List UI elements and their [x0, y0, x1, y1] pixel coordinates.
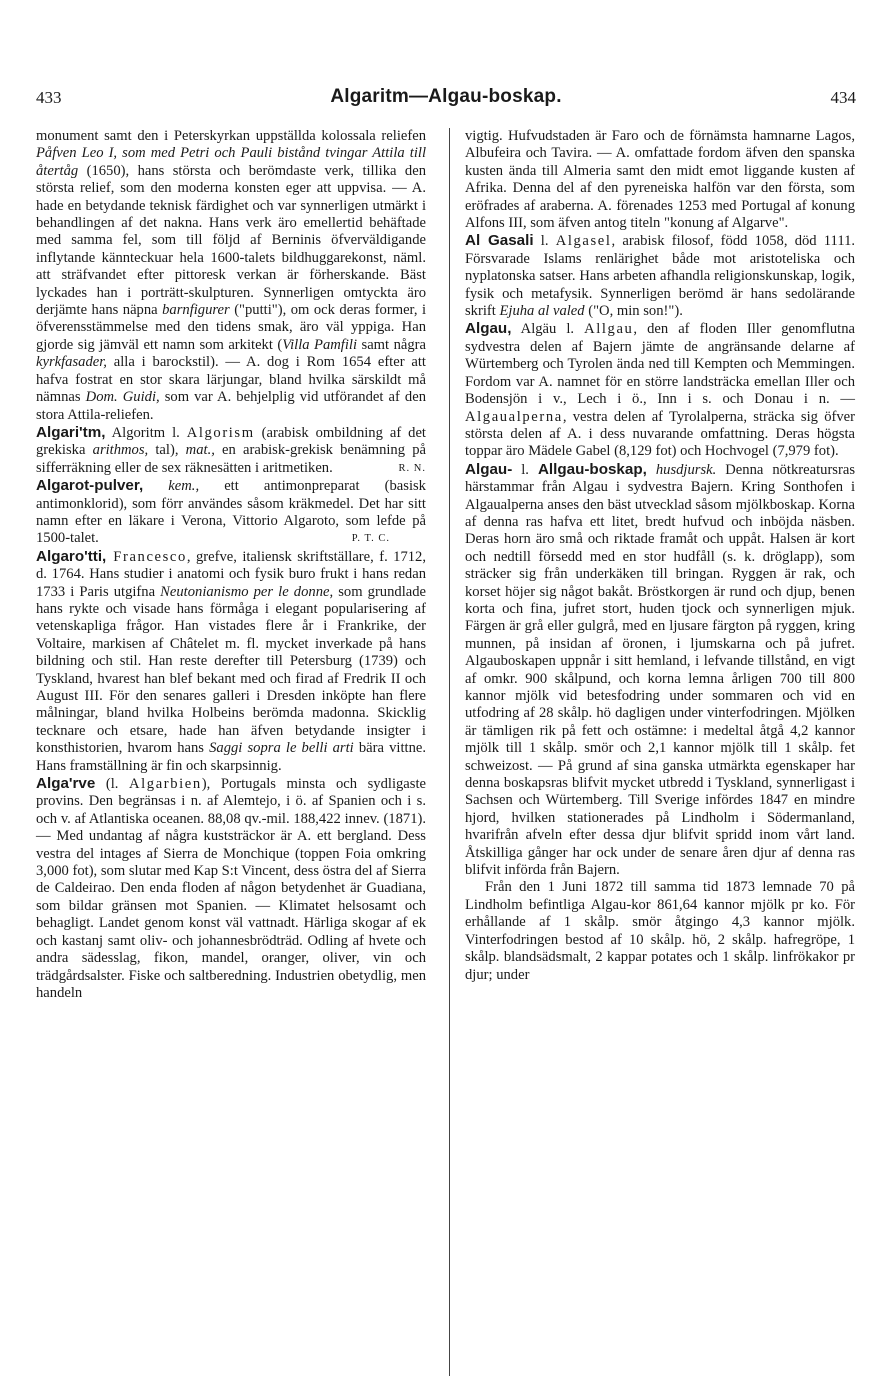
running-title: Algaritm—Algau-boskap. [330, 86, 562, 107]
page-header [36, 88, 856, 114]
author-signature: R. N. [398, 462, 426, 474]
entry-algarotti: Algaro'tti, Francesco, grefve, italiensk skriftställare, f. 1712, d. 1764. Hans studier i anatomi och fysik buro frukt i hans redan 1733 i Paris utgifna Neutonianismo per le donne, som grundlade hans rykte och visade hans förmåga i elegant popularisering af vetenskapliga frågor. Han vistades flere år i Frankrike, der Voltaire, markisen af Châtelet m. fl. mycket inverkade på hans bildning och stil. Han reste derefter till Petersburg (1739) och Tyskland, hvarest han blef bekant med och firad af Fredrik II och August III. För den senares galleri i Dresden inköpte han flere målningar, bland hvilka Holbeins berömda madonna. Skicklig tecknare och etsare, hade han äfven betydande insigter i konsthistorien, hvarom hans Saggi sopra le belli arti bära vittne. Hans framställning är fin och skarpsinnig. [36, 547, 427, 774]
entry-al-gasali: Al Gasali l. Algasel, arabisk filosof, född 1058, död 1111. Försvarade Islams renlärighet både mot aristoteliska och nyplatonska satser. Hans arbeten afhandla religionskunskap, logik, fysik och metafysik. Synnerligen berömd är hans sedolärande skrift Ejuha al valed ("O, min son!"). [465, 232, 856, 320]
headword: Algari'tm, [36, 423, 106, 441]
headword: Algau, [465, 320, 512, 338]
headword: Algaro'tti, [36, 547, 107, 565]
algarve-continuation: vigtig. Hufvudstaden är Faro och de förnämsta hamnarne Lagos, Albufeira och Tavira. — A. omfattade fordom äfven den spanska kusten ända till Almeria samt den midt emot liggande kusten af Afrika. Denna del af den pyreneiska halfön var den första, som eröfrades af araberna. A. förenades 1253 med Portugal af konung Alfons III, som äfven antog titeln "konung af Algarve". [465, 128, 855, 232]
entry-algarot-pulver: Algarot-pulver, kem., ett antimonpreparat (basisk antimonklorid), som förr användes såsom kräkmedel. Det har sitt namn efter en läkare i Verona, Vittorio Algaroto, som lefde på 1500-talet. P. T. C. [36, 477, 426, 547]
algardi-continuation: monument samt den i Peterskyrkan uppställda kolossala reliefen Påfven Leo I, som med Petri och Pauli bistånd tvingar Attila till återtåg (1650), hans största och berömdaste verk, tillika den största relief, som den moderna konsten eger att uppvisa. — A. hade en betydande teknisk färdighet och var synnerligen utmärkt i behandlingen af det nakna. Hans verk äro emellertid behäftade med samma fel, som till följd af Berninis öfverväldigande inflytande kännteckuar hela 1600-talets bildhuggarekonst, näml. att sträfvandet efter pittoresk verkan är förherskande. Bäst lyckades han i porträtt-skulpturen. Synnerligen omtyckta äro derjämte hans näpna barnfigurer ("putti"), om ock deras former, i öfverensstämmelse med den tidens smak, äro väl yppiga. Han gjorde sig jämväl ett namn som arkitekt (Villa Pamfili samt några kyrkfasader, alla i barockstil). — A. dog i Rom 1654 efter att hafva fostrat en stor skara lärjungar, bland hvilka särskildt må nämnas Dom. Guidi, som var A. behjelplig vid utförandet af den stora Attila-reliefen. [36, 128, 427, 423]
column-divider [449, 128, 450, 1376]
headword: Al Gasali [465, 232, 534, 250]
left-page-number: 433 [36, 88, 62, 107]
entry-algarve: Alga'rve (l. Algarbien), Portugals minsta och sydligaste provins. Den begränsas i n. af Alemtejo, i ö. af Spanien och i s. och v. af Atlantiska oceanen. 88,08 qv.-mil. 188,422 innev. (1871). — Med undantag af några kuststräckor är A. ett bergland. Dess vestra del intages af Sierra de Monchique (toppen Foia omkring 3,000 fot), som slutar med Kap S:t Vincent, dess östra del af Sierra de Caldeirao. Den enda floden af någon betydenhet är Guadiana, som bildar gränsen mot Spanien. — Klimatet helsosamt och behagligt. Landet genom konst väl vattnadt. Härliga skogar af ek och kastanj samt oliv- och johannesbrödträd. Odling af hvete och andra sädesslag, fikon, mandel, oranger, oliver, vin och trädgårdsalster. Fiske och saltberedning. Industrien obetydlig, men handeln [36, 775, 426, 1001]
right-column [465, 128, 855, 984]
entry-algau-boskap: Algau- l. Allgau-boskap, husdjursk. Denna nötkreatursras härstammar från Algau i sydvestra Bajern. Kring Sonthofen i Algaualperna anses den bäst utvecklad såsom mjölkboskap. Korna af denna ras hafva ett litet, bredt hufvud och inböjda näsben. Deras horn äro små och riktade framåt och uppåt. Halsen är kort och nedtill försedd med en stor hudfåll (s. k. dröglapp), som sträcker sig från underkäken till bringan. Ryggen är rak, och korset höjer sig något bakåt. Bröstkorgen är rund och djup, benen korta och fina, jufret stort, huden tjock och synnerligen mjuk. Färgen är grå eller gulgrå, med en ljusare färgton på ryggen, kring munnen, på insidan af öronen, i ljumskarna och på jufret. Algauboskapen uppnår i sitt hemland, i lefvande tillstånd, en vigt af omkr. 900 skålpund, och korna lemna årligen 700 till 800 kannor mjölk vid betesfodring under sommaren och vid en utfodring af 28 skålp. hö dagligen under vinterfodringen. Mjölken är tämligen rik på fett och ostämne: i medeltal åtgå 4,2 kannor mjölk till 1 skålp. smör och 2,1 kannor mjölk till 1 skålp. fet schweizost. — På grund af sina ganska utmärkta egenskaper har denna boskapsras blifvit mycket utbredd i Tyskland, synnerligast i Sachsen och Würtemberg. Till Sverige infördes 1847 en mindre hjord, hvilken stationerades på Lindholm i Södermanland, hvarifrån afveln efter dessa djur blifvit spridd inom vårt land. Åtskilliga gånger har ock under de senare åren djur af denna ras blifvit införda från Bajern. [465, 460, 856, 879]
headword: Algarot-pulver, [36, 477, 144, 495]
headword: Algau- [465, 460, 513, 478]
headword: Alga'rve [36, 775, 96, 793]
lindholm-paragraph: Från den 1 Juni 1872 till samma tid 1873 lemnade 70 på Lindholm befintliga Algau-kor 861,64 kannor mjölk pr ko. För erhållande af 1 skålp. smör åtgingo 4,3 kannor mjölk. Vinterfodringen bestod af 10 skålp. hö, 2 skålp. hafregröpe, 1 skålp. blandsädsmalt, 2 kappar potates och 1 skålp. linfrökakor pr djur; under [465, 879, 855, 983]
right-page-number: 434 [830, 88, 856, 107]
entry-algaritm: Algari'tm, Algoritm l. Algorism (arabisk ombildning af det grekiska arithmos, tal), mat., en arabisk-grekisk benämning på sifferräkning eller de sex räknesätten i aritmetiken. R. N. [36, 423, 426, 476]
author-signature: P. T. C. [351, 533, 390, 545]
entry-algau: Algau, Algäu l. Allgau, den af floden Iller genomflutna sydvestra delen af Bajern jämte de angränsande delarne af Würtemberg och Tyrolen ända ned till Kempten och Memmingen. Fordom var A. namnet för en större landsträcka emellan Iller och Bodensjön i v., Lech i ö., Inn i s. och Donau i n. —Algaualperna, vestra delen af Tyrolalperna, sträcka sig öfver största delen af A. i dess nuvarande omfattning. Deras högsta toppar äro Mädele Gabel (8,129 fot) och Hochvogel (7,979 fot). [465, 320, 855, 460]
headword: Allgau-boskap, [537, 460, 647, 478]
left-column [36, 128, 426, 1002]
